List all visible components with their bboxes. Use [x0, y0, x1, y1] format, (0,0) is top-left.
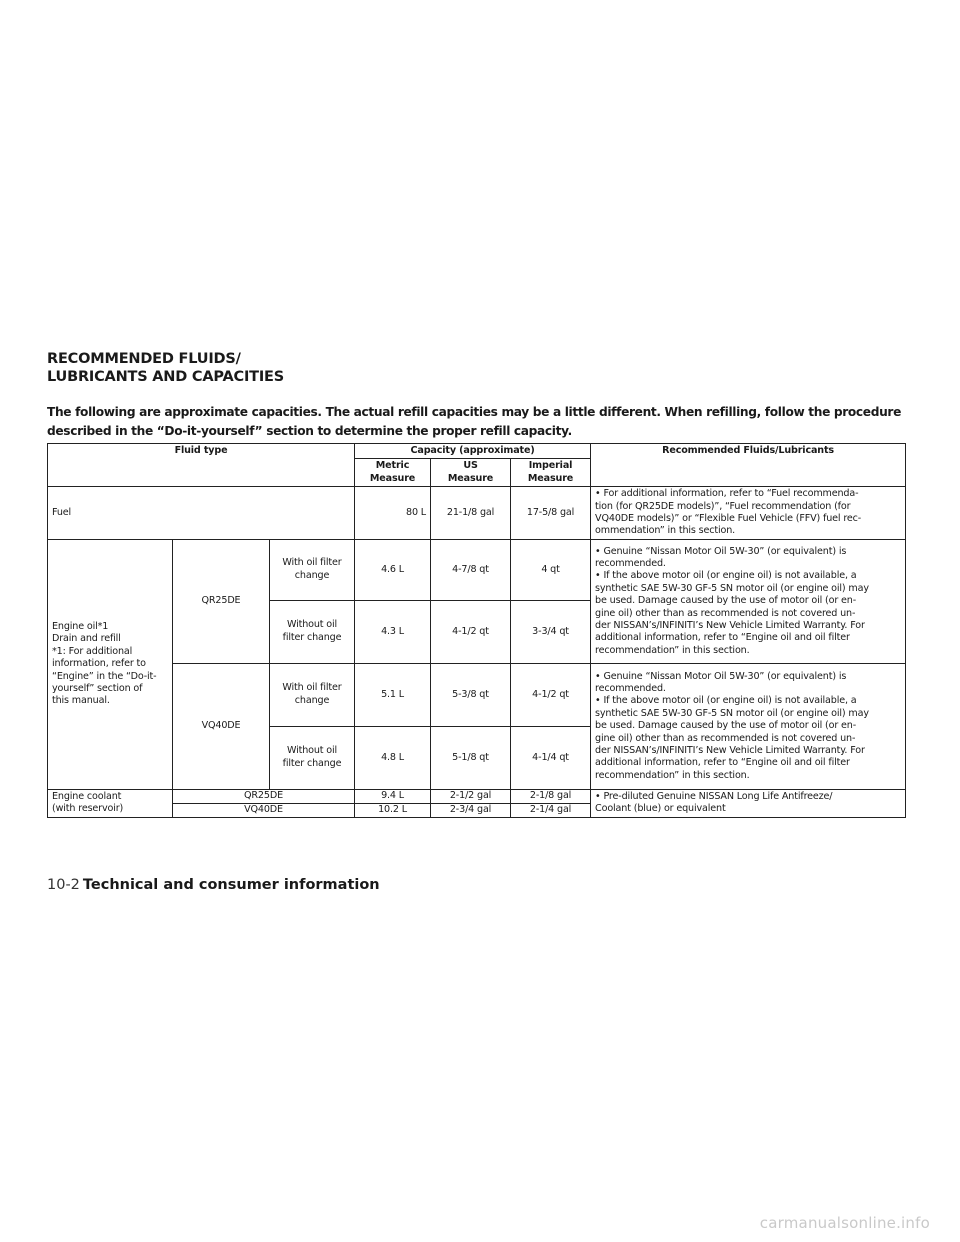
fuel-rec-line: tion (for QR25DE models)”, “Fuel recommendation (for	[595, 500, 851, 512]
header-us	[431, 459, 511, 487]
header-row-1	[48, 444, 906, 459]
oil-rec-line: • Genuine “Nissan Motor Oil 5W-30” (or equivalent) is	[595, 670, 847, 682]
oil-us: 4-1/2 qt	[431, 600, 511, 663]
intro-line-1: The following are approximate capacities. The actual refill capacities may be a little different. When refilling, follow the procedure	[47, 405, 901, 419]
page-title-line-1: RECOMMENDED FLUIDS/	[47, 351, 241, 367]
oil-condition-line-2: filter change	[282, 757, 342, 769]
oil-condition-line-1: Without oil	[286, 619, 338, 631]
coolant-rec-line: Coolant (blue) or equivalent	[595, 803, 726, 815]
oil-condition-line-2: change	[294, 694, 330, 706]
page-title-line-2: LUBRICANTS AND CAPACITIES	[47, 369, 284, 385]
oil-imperial: 4-1/4 qt	[511, 726, 591, 789]
oil-rec-line: recommendation” in this section.	[595, 644, 750, 656]
oil-rec-line: recommended.	[595, 557, 666, 569]
oil-imperial: 4-1/2 qt	[511, 663, 591, 726]
header-us-line-2: Measure	[447, 472, 494, 484]
coolant-metric: 10.2 L	[355, 803, 431, 817]
oil-rec-line: der NISSAN’s/INFINITI’s New Vehicle Limited Warranty. For	[595, 619, 865, 631]
fuel-imperial: 17-5/8 gal	[511, 487, 591, 540]
oil-metric: 4.3 L	[355, 600, 431, 663]
coolant-label-line-2: (with reservoir)	[52, 803, 124, 815]
oil-us: 5-3/8 qt	[431, 663, 511, 726]
coolant-imperial: 2-1/4 gal	[511, 803, 591, 817]
engine-oil-label-line: Engine oil*1	[52, 620, 109, 632]
fuel-rec-line: • For additional information, refer to “Fuel recommenda-	[595, 488, 859, 500]
coolant-metric: 9.4 L	[355, 789, 431, 803]
oil-condition-line-1: With oil filter	[282, 682, 342, 694]
oil-rec-line: • If the above motor oil (or engine oil) is not available, a	[595, 695, 857, 707]
oil-rec-line: • Genuine “Nissan Motor Oil 5W-30” (or equivalent) is	[595, 545, 847, 557]
coolant-engine: VQ40DE	[173, 803, 355, 817]
oil-rec-line: additional information, refer to “Engine oil and oil filter	[595, 757, 850, 769]
coolant-recommendation	[591, 789, 906, 817]
header-metric-line-2: Measure	[369, 472, 416, 484]
intro-paragraph	[47, 403, 913, 441]
table-row-oil-vq40de-with-filter	[48, 663, 906, 726]
oil-rec-line: recommendation” in this section.	[595, 769, 750, 781]
header-metric-line-1: Metric	[375, 460, 410, 472]
oil-rec-line: gine oil) other than as recommended is not covered un-	[595, 607, 856, 619]
coolant-label	[48, 789, 173, 817]
fuel-label: Fuel	[48, 487, 355, 540]
header-imperial-line-2: Measure	[527, 472, 574, 484]
header-fluid-type-spacer	[48, 459, 355, 487]
header-us-line-1: US	[463, 460, 478, 472]
page-footer	[47, 876, 380, 894]
intro-line-2: described in the “Do-it-yourself” section to determine the proper refill capacity.	[47, 424, 572, 438]
oil-condition-line-1: Without oil	[286, 745, 338, 757]
oil-imperial: 3-3/4 qt	[511, 600, 591, 663]
coolant-rec-line: • Pre-diluted Genuine NISSAN Long Life Antifreeze/	[595, 790, 833, 802]
table-row-coolant-qr25de	[48, 789, 906, 803]
oil-rec-line: recommended.	[595, 682, 666, 694]
oil-rec-line: be used. Damage caused by the use of motor oil (or en-	[595, 595, 857, 607]
header-imperial-line-1: Imperial	[528, 460, 573, 472]
coolant-imperial: 2-1/8 gal	[511, 789, 591, 803]
fuel-us: 21-1/8 gal	[431, 487, 511, 540]
header-imperial	[511, 459, 591, 487]
header-capacity: Capacity (approximate)	[355, 444, 591, 459]
footer-section-name: Technical and consumer information	[82, 877, 380, 893]
engine-oil-label-line: information, refer to	[52, 658, 146, 670]
table-row-fuel	[48, 487, 906, 540]
fuel-rec-line: ommendation” in this section.	[595, 525, 736, 537]
oil-condition-line-2: filter change	[282, 631, 342, 643]
oil-us: 5-1/8 qt	[431, 726, 511, 789]
oil-vq40de-recommendation	[591, 663, 906, 789]
engine-oil-label	[48, 539, 173, 789]
watermark: carmanualsonline.info	[759, 1214, 930, 1232]
coolant-us: 2-3/4 gal	[431, 803, 511, 817]
oil-engine-vq40de: VQ40DE	[173, 663, 270, 789]
oil-rec-line: synthetic SAE 5W-30 GF-5 SN motor oil (or engine oil) may	[595, 582, 869, 594]
coolant-label-line-1: Engine coolant	[52, 790, 122, 802]
fuel-rec-line: VQ40DE models)” or “Flexible Fuel Vehicle (FFV) fuel rec-	[595, 513, 862, 525]
oil-condition	[270, 539, 355, 600]
capacities-table-container	[47, 443, 905, 818]
oil-us: 4-7/8 qt	[431, 539, 511, 600]
oil-qr25de-recommendation	[591, 539, 906, 663]
fuel-metric: 80 L	[355, 487, 431, 540]
header-metric	[355, 459, 431, 487]
capacities-table	[47, 443, 906, 818]
oil-condition	[270, 726, 355, 789]
table-row-oil-qr25de-with-filter	[48, 539, 906, 600]
engine-oil-label-line: Drain and refill	[52, 633, 121, 645]
oil-metric: 4.8 L	[355, 726, 431, 789]
oil-rec-line: synthetic SAE 5W-30 GF-5 SN motor oil (or engine oil) may	[595, 707, 869, 719]
oil-condition	[270, 663, 355, 726]
coolant-us: 2-1/2 gal	[431, 789, 511, 803]
oil-metric: 4.6 L	[355, 539, 431, 600]
oil-rec-line: gine oil) other than as recommended is not covered un-	[595, 732, 856, 744]
oil-condition-line-1: With oil filter	[282, 557, 342, 569]
oil-condition	[270, 600, 355, 663]
oil-condition-line-2: change	[294, 569, 330, 581]
header-fluid-type: Fluid type	[48, 444, 355, 459]
oil-engine-qr25de: QR25DE	[173, 539, 270, 663]
page-title	[47, 350, 647, 386]
header-recommended: Recommended Fluids/Lubricants	[591, 444, 906, 487]
page-number: 10-2	[47, 877, 80, 893]
oil-imperial: 4 qt	[511, 539, 591, 600]
engine-oil-label-line: this manual.	[52, 695, 110, 707]
oil-metric: 5.1 L	[355, 663, 431, 726]
fuel-recommendation	[591, 487, 906, 540]
engine-oil-label-line: *1: For additional	[52, 645, 133, 657]
engine-oil-label-line: yourself” section of	[52, 682, 143, 694]
coolant-engine: QR25DE	[173, 789, 355, 803]
oil-rec-line: be used. Damage caused by the use of motor oil (or en-	[595, 720, 857, 732]
engine-oil-label-line: “Engine” in the “Do-it-	[52, 670, 157, 682]
oil-rec-line: • If the above motor oil (or engine oil) is not available, a	[595, 570, 857, 582]
oil-rec-line: additional information, refer to “Engine oil and oil filter	[595, 632, 850, 644]
oil-rec-line: der NISSAN’s/INFINITI’s New Vehicle Limited Warranty. For	[595, 744, 865, 756]
